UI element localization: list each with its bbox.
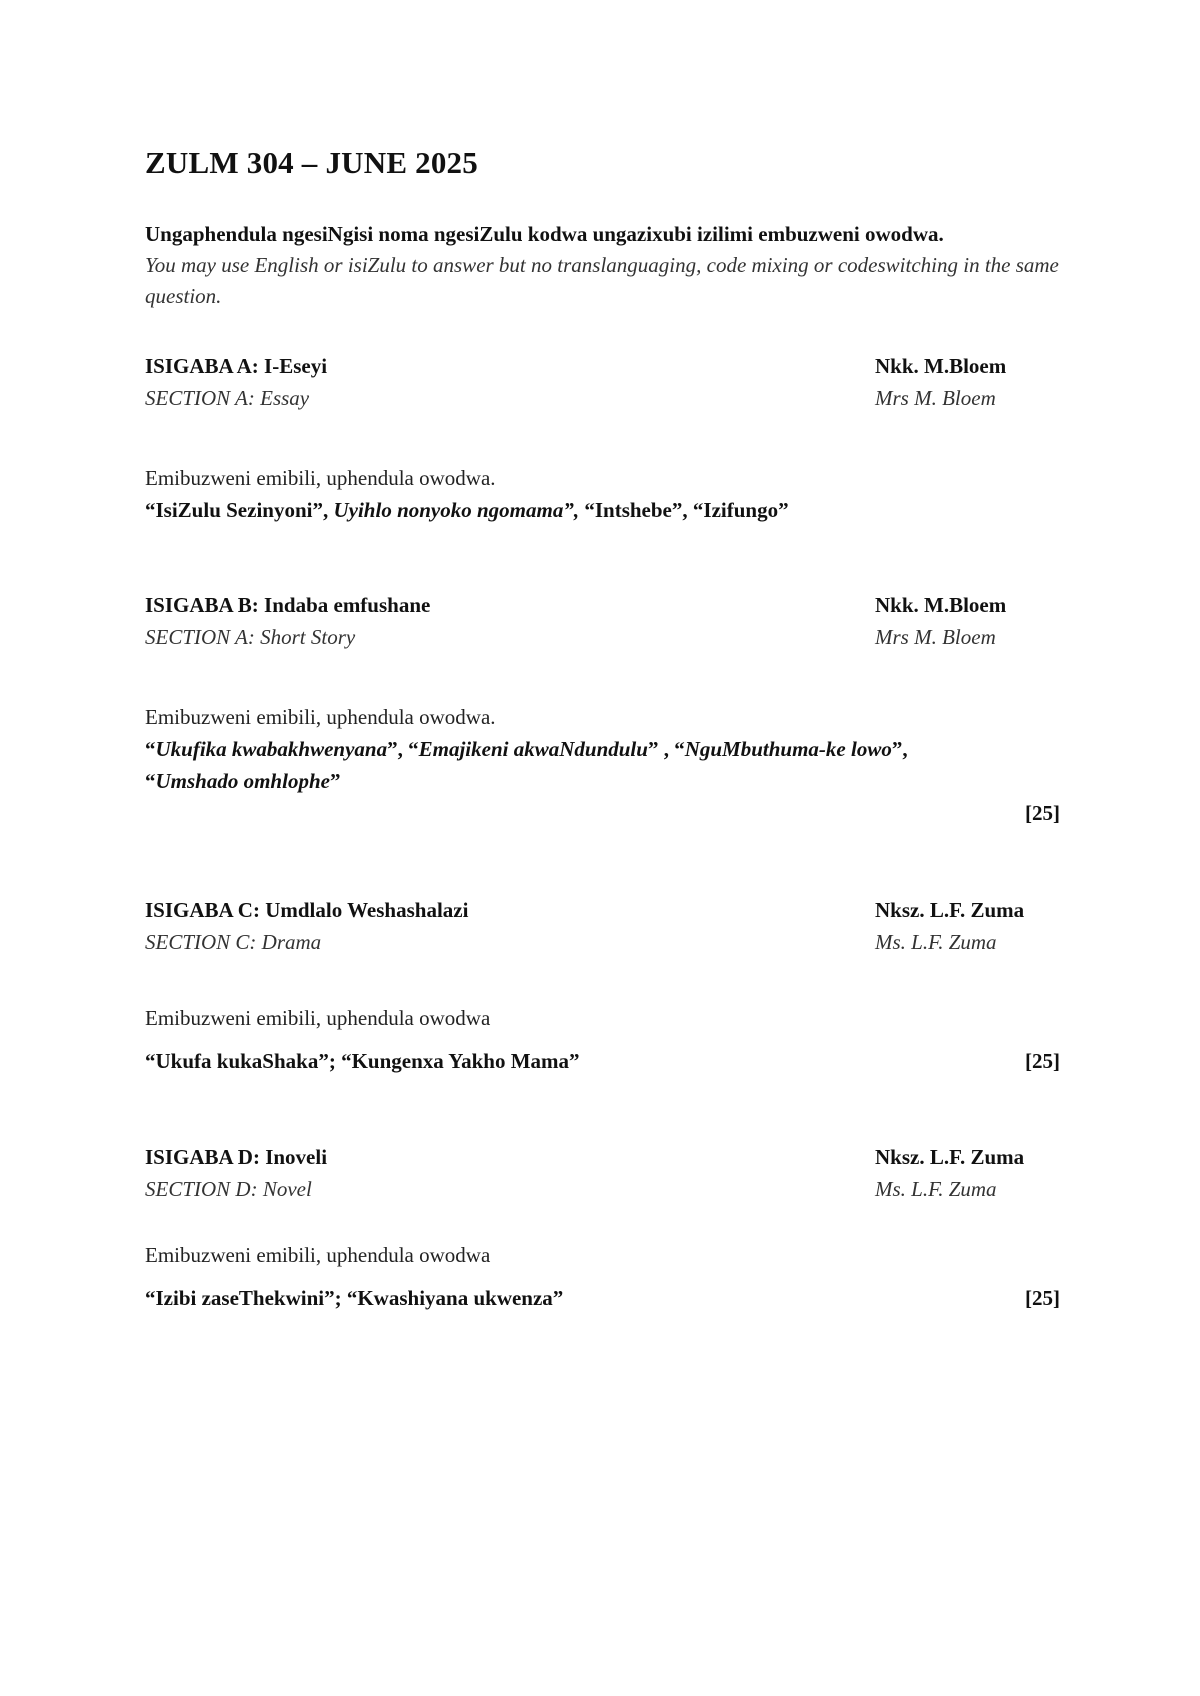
work-title: Ukufika kwabakhwenyana [155, 737, 388, 761]
separator: ”, “ [387, 737, 419, 761]
section-a-lecturer: Nkk. M.Bloem [875, 354, 1007, 378]
work-title: Umshado omhlophe [155, 769, 330, 793]
section-b-marks: [25] [1025, 801, 1060, 825]
work-title: “Izifungo” [692, 498, 789, 522]
quote-mark: ” [329, 769, 341, 793]
separator: ”, [891, 737, 908, 761]
section-b-heading: ISIGABA B: Indaba emfushane [145, 593, 431, 617]
section-a-works [145, 498, 789, 523]
section-b-instruction: Emibuzweni emibili, uphendula owodwa. [145, 705, 496, 729]
section-c-works: “Ukufa kukaShaka”; “Kungenxa Yakho Mama” [145, 1049, 580, 1073]
section-c-marks: [25] [1025, 1049, 1060, 1073]
section-a-instruction: Emibuzweni emibili, uphendula owodwa. [145, 466, 496, 490]
work-title: “Intshebe”, [584, 498, 693, 522]
language-instruction [145, 219, 1085, 312]
section-b-lecturer: Nkk. M.Bloem [875, 593, 1007, 617]
section-d-works: “Izibi zaseThekwini”; “Kwashiyana ukwenza” [145, 1286, 564, 1310]
section-b-works-line2 [145, 769, 340, 794]
section-c-lecturer: Nksz. L.F. Zuma [875, 898, 1025, 922]
work-title: Uyihlo nonyoko ngomama”, [333, 498, 585, 522]
section-c-lecturer-english: Ms. L.F. Zuma [875, 930, 997, 954]
work-title: NguMbuthuma-ke lowo [684, 737, 892, 761]
section-c-heading: ISIGABA C: Umdlalo Weshashalazi [145, 898, 469, 922]
section-c-subheading: SECTION C: Drama [145, 930, 322, 954]
page-title: ZULM 304 – JUNE 2025 [145, 145, 478, 180]
section-d-lecturer: Nksz. L.F. Zuma [875, 1145, 1025, 1169]
quote-mark: “ [145, 737, 156, 761]
quote-mark: “ [145, 769, 156, 793]
section-a-lecturer-english: Mrs M. Bloem [875, 386, 996, 410]
section-a-heading: ISIGABA A: I-Eseyi [145, 354, 328, 378]
section-d-marks: [25] [1025, 1286, 1060, 1310]
work-title: Emajikeni akwaNdundulu [418, 737, 648, 761]
section-d-lecturer-english: Ms. L.F. Zuma [875, 1177, 997, 1201]
instruction-zulu: Ungaphendula ngesiNgisi noma ngesiZulu kodwa ungazixubi izilimi embuzweni owodwa. [145, 222, 944, 246]
section-a-subheading: SECTION A: Essay [145, 386, 310, 410]
section-d-instruction: Emibuzweni emibili, uphendula owodwa [145, 1243, 491, 1267]
instruction-english: You may use English or isiZulu to answer but no translanguaging, code mixing or codeswitching in the same question. [145, 253, 1059, 308]
section-b-works-line1 [145, 737, 908, 762]
section-d-subheading: SECTION D: Novel [145, 1177, 312, 1201]
section-b-subheading: SECTION A: Short Story [145, 625, 356, 649]
work-title: “IsiZulu Sezinyoni”, [145, 498, 334, 522]
section-c-instruction: Emibuzweni emibili, uphendula owodwa [145, 1006, 491, 1030]
section-b-lecturer-english: Mrs M. Bloem [875, 625, 996, 649]
section-d-heading: ISIGABA D: Inoveli [145, 1145, 328, 1169]
separator: ” , “ [647, 737, 685, 761]
